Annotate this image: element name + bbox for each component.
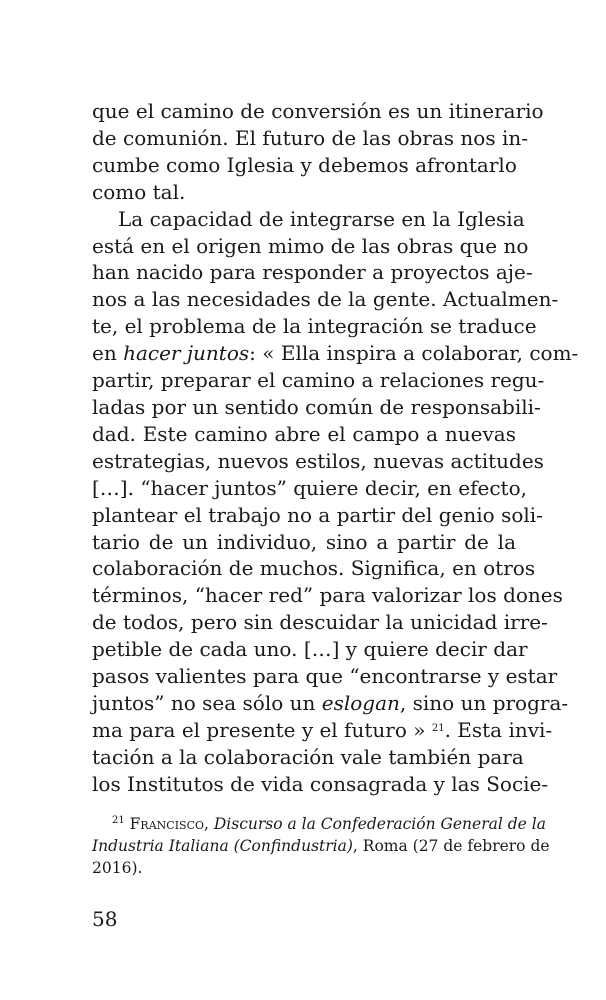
text-line: petible de cada uno. […] y quiere decir dar — [92, 637, 528, 662]
text-line: tación a la colaboración vale también para — [92, 744, 524, 769]
footnote-line — [92, 835, 550, 857]
text-line: […]. “hacer juntos” quiere decir, en efecto, — [92, 475, 527, 500]
footnote-line: 2016). — [92, 859, 143, 877]
text-line — [92, 690, 569, 717]
text-line: han nacido para responder a proyectos aje- — [92, 260, 533, 285]
text-line: te, el problema de la integración se traduce — [92, 314, 537, 339]
text-line: estrategias, nuevos estilos, nuevas actitudes — [92, 448, 544, 473]
footnote-number: 21 — [112, 815, 125, 826]
text-line: La capacidad de integrarse en la Iglesia — [118, 206, 525, 231]
text-line: colaboración de muchos. Significa, en otros — [92, 556, 536, 581]
text-line: que el camino de conversión es un itinerario — [92, 99, 544, 123]
text-line: plantear el trabajo no a partir del genio soli- — [92, 502, 543, 527]
text-line: ladas por un sentido común de responsabili- — [92, 394, 541, 419]
body-text — [92, 98, 579, 798]
text-line: cumbe como Iglesia y debemos afrontarlo — [92, 152, 517, 177]
text-line: como tal. — [92, 179, 186, 204]
text-run: juntos” no sea sólo un — [92, 690, 322, 715]
footnote-reference: 21 — [431, 722, 445, 734]
page-number: 58 — [92, 907, 118, 931]
text-run: , sino un progra- — [399, 690, 569, 715]
text-line: está en el origen mimo de las obras que no — [92, 233, 529, 258]
text-line: de comunión. El futuro de las obras nos in- — [92, 125, 528, 150]
text-line: dad. Este camino abre el campo a nuevas — [92, 421, 516, 446]
text-line: términos, “hacer red” para valorizar los dones — [92, 583, 563, 608]
text-line: pasos valientes para que “encontrarse y estar — [92, 664, 558, 689]
italic-phrase: hacer juntos — [123, 341, 250, 366]
text-run: en — [92, 341, 124, 366]
footnote-title: Discurso a la Confederación General de la — [213, 815, 546, 833]
text-run: , — [204, 815, 214, 833]
text-run: ma para el presente y el futuro » — [92, 717, 432, 742]
text-run: , Roma (27 de febrero de — [352, 837, 550, 855]
text-line: nos a las necesidades de la gente. Actualmen- — [92, 287, 559, 312]
italic-phrase: eslogan — [321, 690, 400, 715]
text-line: de todos, pero sin descuidar la unicidad irre- — [92, 610, 548, 635]
footnote-line — [92, 813, 546, 835]
text-line: los Institutos de vida consagrada y las Socie- — [92, 771, 549, 796]
text-line — [92, 340, 579, 367]
footnote-title: Industria Italiana (Confindustria) — [92, 837, 353, 855]
text-line: tario de un individuo, sino a partir de la — [92, 529, 516, 554]
footnote-author: Francisco — [129, 815, 205, 833]
text-line — [92, 717, 553, 744]
text-line: partir, preparar el camino a relaciones regu- — [92, 368, 545, 393]
text-run: . Esta invi- — [444, 717, 553, 742]
footnote — [92, 813, 550, 879]
text-run: : « Ella inspira a colaborar, com- — [249, 341, 579, 366]
